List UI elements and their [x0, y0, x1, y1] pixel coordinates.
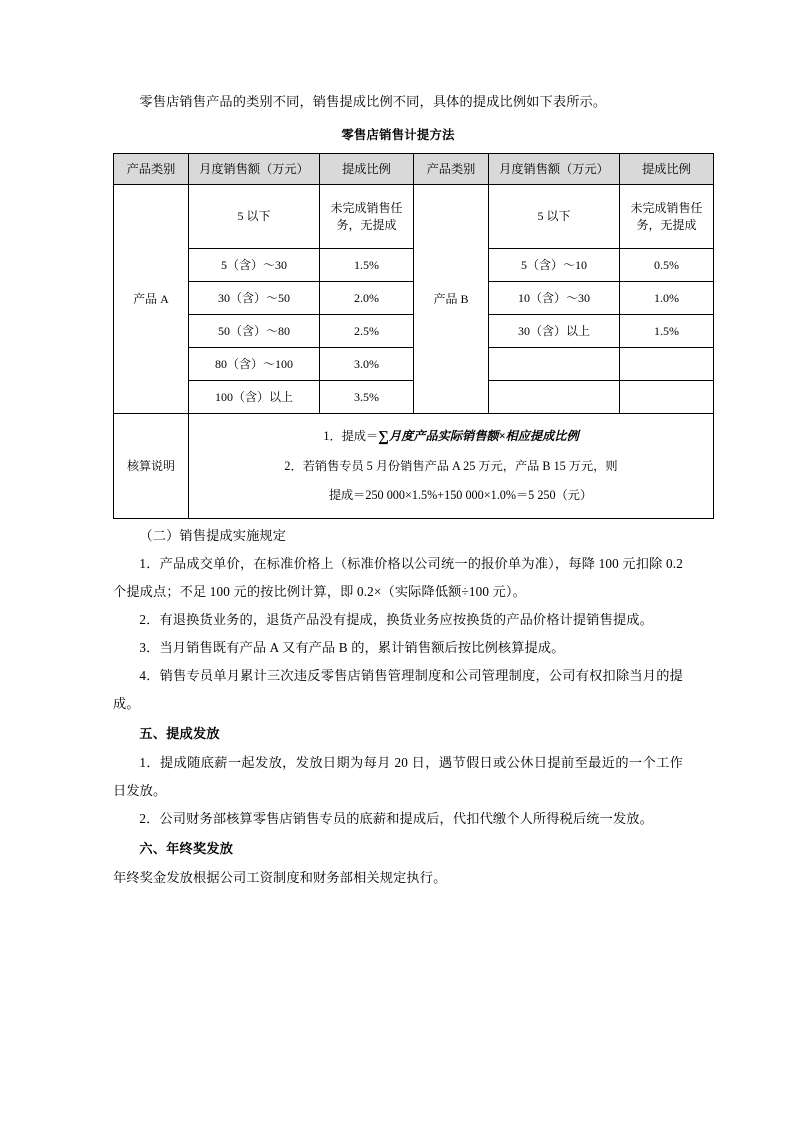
cell-amount-right-0: 5 以下: [489, 185, 620, 249]
cell-rate-left-5: 3.5%: [320, 381, 414, 414]
rule-item-1: 1．产品成交单价，在标准价格上（标准价格以公司统一的报价单为准），每降 100 元扣除 0.2 个提成点；不足 100 元的按比例计算，即 0.2×（实际降低额÷100 元）。: [113, 556, 683, 599]
header-cell-amount-left: 月度销售额（万元）: [189, 154, 320, 185]
intro-paragraph: 零售店销售产品的类别不同，销售提成比例不同，具体的提成比例如下表所示。: [139, 94, 607, 109]
notes-line-1-rest: 月度产品实际销售额×相应提成比例: [388, 429, 579, 443]
header-cell-rate-left: 提成比例: [320, 154, 414, 185]
cell-amount-right-2: 10（含）～30: [489, 282, 620, 315]
cell-amount-right-5: [489, 381, 620, 414]
table-row-notes: [114, 414, 714, 519]
cell-category-product-a: 产品 A: [114, 185, 189, 414]
cell-amount-left-2: 30（含）～50: [189, 282, 320, 315]
rule-item-2: 2．有退换货业务的，退货产品没有提成，换货业务应按换货的产品价格计提销售提成。: [139, 612, 653, 627]
cell-rate-right-0-line1: 未完成销售任: [630, 200, 703, 215]
section-six-paragraph: 年终奖金发放根据公司工资制度和财务部相关规定执行。: [113, 870, 447, 885]
notes-line-3: 提成＝250 000×1.5%+150 000×1.0%＝5 250（元）: [328, 488, 593, 502]
notes-line-1: [191, 422, 711, 452]
section-five-heading: 五、提成发放: [139, 727, 220, 742]
cell-amount-right-3: 30（含）以上: [489, 315, 620, 348]
cell-amount-right-4: [489, 348, 620, 381]
rule-item-4: 4．销售专员单月累计三次违反零售店销售管理制度和公司管理制度，公司有权扣除当月的提成。: [113, 668, 683, 711]
cell-rate-left-1: 1.5%: [320, 249, 414, 282]
cell-rate-right-0: [620, 185, 714, 249]
notes-line-2: 2．若销售专员 5 月份销售产品 A 25 万元，产品 B 15 万元，则: [284, 459, 618, 473]
cell-rate-left-4: 3.0%: [320, 348, 414, 381]
section-five-item-1: 1．提成随底薪一起发放，发放日期为每月 20 日，遇节假日或公休日提前至最近的一个工作日发放。: [113, 755, 683, 798]
table-row: [114, 185, 714, 249]
table-header-row: [114, 154, 714, 185]
sigma-symbol: ∑: [378, 429, 389, 445]
cell-amount-left-5: 100（含）以上: [189, 381, 320, 414]
cell-amount-left-0: 5 以下: [189, 185, 320, 249]
cell-rate-right-3: 1.5%: [620, 315, 714, 348]
document-content: [113, 88, 703, 892]
table-body: [114, 185, 714, 519]
cell-rate-left-0: [320, 185, 414, 249]
header-cell-category-left: 产品类别: [114, 154, 189, 185]
header-cell-rate-right: 提成比例: [620, 154, 714, 185]
cell-rate-right-2: 1.0%: [620, 282, 714, 315]
cell-amount-right-1: 5（含）～10: [489, 249, 620, 282]
cell-rate-left-0-line1: 未完成销售任: [330, 200, 403, 215]
cell-rate-left-0-line2: 务，无提成: [336, 217, 397, 232]
cell-notes-body: [189, 414, 714, 519]
table-header: [114, 154, 714, 185]
notes-line-1-prefix: 1．提成＝: [323, 429, 379, 443]
header-cell-category-right: 产品类别: [414, 154, 489, 185]
commission-table: [113, 153, 714, 519]
section-six-heading: 六、年终奖发放: [139, 842, 234, 857]
header-cell-amount-right: 月度销售额（万元）: [489, 154, 620, 185]
cell-amount-left-1: 5（含）～30: [189, 249, 320, 282]
cell-rate-right-0-line2: 务，无提成: [636, 217, 697, 232]
cell-rate-left-2: 2.0%: [320, 282, 414, 315]
rule-item-3: 3．当月销售既有产品 A 又有产品 B 的，累计销售额后按比例核算提成。: [139, 640, 565, 655]
cell-rate-right-4: [620, 348, 714, 381]
cell-rate-left-3: 2.5%: [320, 315, 414, 348]
table-title: 零售店销售计提方法: [341, 128, 455, 142]
cell-amount-left-3: 50（含）～80: [189, 315, 320, 348]
section-two-heading: （二）销售提成实施规定: [139, 528, 287, 543]
section-five-item-2: 2．公司财务部核算零售店销售专员的底薪和提成后，代扣代缴个人所得税后统一发放。: [139, 811, 653, 826]
cell-notes-label: 核算说明: [114, 414, 189, 519]
cell-rate-right-1: 0.5%: [620, 249, 714, 282]
cell-category-product-b: 产品 B: [414, 185, 489, 414]
cell-rate-right-5: [620, 381, 714, 414]
cell-amount-left-4: 80（含）～100: [189, 348, 320, 381]
